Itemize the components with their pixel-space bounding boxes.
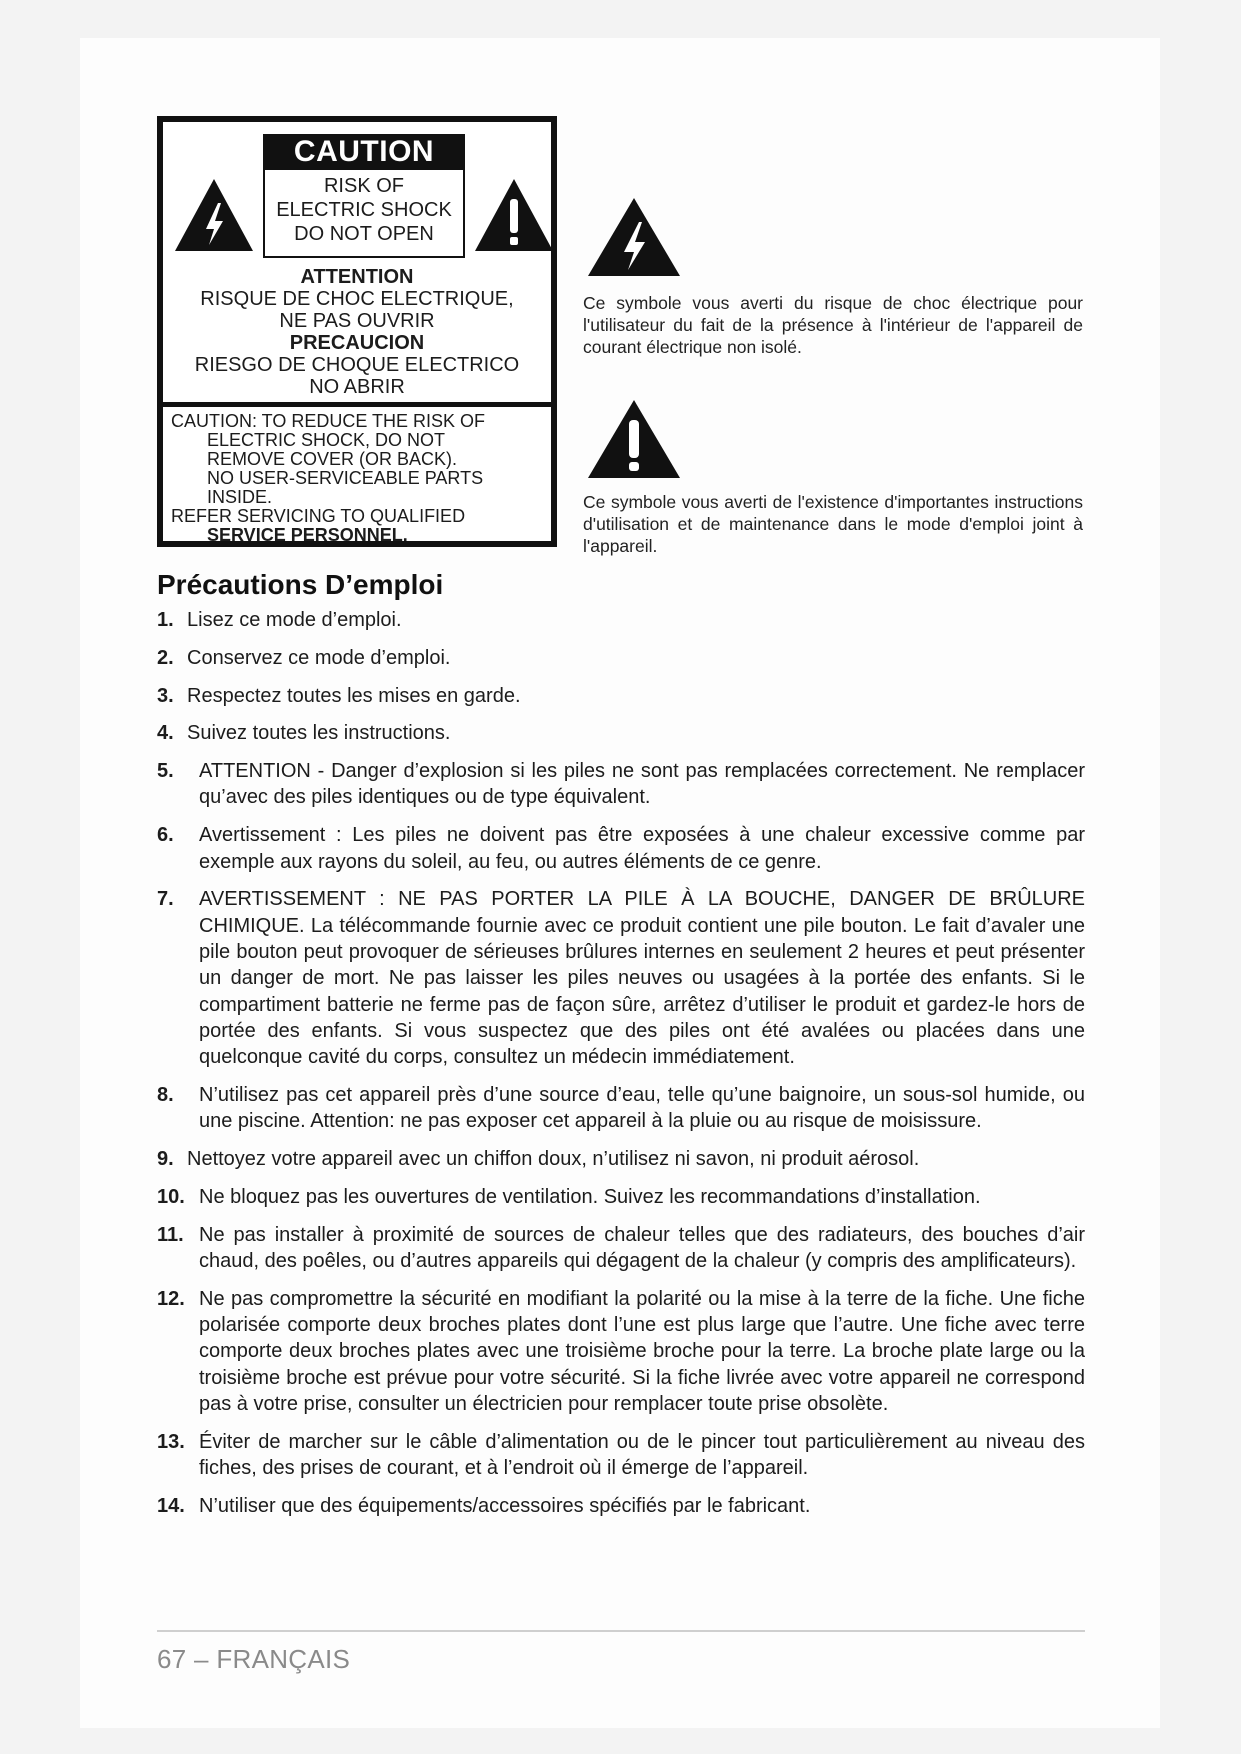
list-item (157, 822, 1085, 875)
lightning-symbol-description (583, 292, 1083, 358)
exclamation-symbol-description (583, 491, 1083, 557)
precautions-list (157, 607, 1085, 1531)
risk-line: DO NOT OPEN (294, 223, 434, 245)
item-number: 1. (157, 609, 174, 631)
lightning-description-text: Ce symbole vous averti du risque de choc électrique pour l'utilisateur du fait de la présence à l'intérieur de l'appareil de courant électrique non isolé. (583, 293, 1083, 357)
item-text: ATTENTION - Danger d’explosion si les piles ne sont pas remplacées correctement. Ne remplacer qu’avec des piles identiques ou de type équivalent. (199, 760, 1085, 809)
caution-top-section (163, 122, 551, 406)
precaucion-block (163, 332, 551, 398)
caution-line: NO USER-SERVICEABLE PARTS (207, 468, 484, 488)
item-text: Ne bloquez pas les ouvertures de ventilation. Suivez les recommandations d’installation. (199, 1185, 981, 1208)
list-item (157, 1184, 1085, 1210)
caution-line: REMOVE COVER (OR BACK). (207, 449, 458, 469)
item-number: 13. (157, 1430, 185, 1453)
caution-line: CAUTION: TO REDUCE THE RISK OF (171, 411, 486, 431)
item-number: 7. (157, 888, 174, 911)
attention-block (163, 266, 551, 332)
item-text: Suivez toutes les instructions. (187, 722, 451, 745)
item-number: 4. (157, 722, 174, 745)
list-item (157, 1082, 1085, 1135)
list-item (157, 607, 1085, 633)
footer-divider (157, 1630, 1085, 1632)
caution-line: ELECTRIC SHOCK, DO NOT (207, 430, 446, 450)
attention-line: RISQUE DE CHOC ELECTRIQUE, (200, 288, 514, 310)
caution-divider (163, 402, 551, 407)
item-text: Lisez ce mode d’emploi. (187, 609, 402, 631)
attention-line: NE PAS OUVRIR (279, 310, 435, 332)
exclamation-symbol-icon (586, 398, 682, 480)
caution-instructions (171, 412, 551, 545)
list-item (157, 886, 1085, 1070)
item-number: 5. (157, 760, 174, 783)
lightning-warning-icon (173, 177, 255, 253)
item-text: Avertissement : Les piles ne doivent pas être exposées à une chaleur excessive comme par exemple aux rayons du soleil, au feu, ou autres éléments de ce genre. (199, 824, 1085, 873)
list-item (157, 1429, 1085, 1482)
item-text: N’utiliser que des équipements/accessoires spécifiés par le fabricant. (199, 1494, 811, 1517)
precaucion-line: RIESGO DE CHOQUE ELECTRICO (194, 354, 520, 376)
caution-title: CAUTION (263, 134, 465, 170)
risk-of-shock-text (263, 170, 465, 258)
list-item (157, 683, 1085, 709)
attention-title: ATTENTION (300, 266, 414, 288)
item-text: Ne pas compromettre la sécurité en modifiant la polarité ou la mise à la terre de la fiche. Une fiche polarisée comporte deux broches plates dont l’une est plus large que l’autre. Une fiche avec terre comporte deux broches plates avec une troisième broche pour la terre. La broche plate large ou la troisième broche est prévue pour votre sécurité. Si la fiche livrée avec votre appareil ne correspond pas à votre prise, consulter un électricien pour remplacer toute prise obsolète. (199, 1287, 1085, 1415)
item-number: 2. (157, 646, 174, 669)
item-number: 11. (157, 1223, 184, 1246)
precaucion-line: NO ABRIR (309, 376, 405, 398)
page-footer: 67 – FRANÇAIS (157, 1644, 351, 1674)
item-number: 6. (157, 824, 174, 847)
item-text: AVERTISSEMENT : NE PAS PORTER LA PILE À LA BOUCHE, DANGER DE BRÛLURE CHIMIQUE. La télécommande fournie avec ce produit contient une pile bouton. Le fait d’avaler une pile bouton peut provoquer de sérieuses brûlures internes en seulement 2 heures et peut présenter un danger de mort. Ne pas laisser les piles neuves ou usagées à la portée des enfants. Si le compartiment batterie ne ferme pas de façon sûre, arrêtez d’utiliser le produit et gardez-le hors de portée des enfants. Si vous suspectez que des piles ont été avalées ou placées dans une quelconque cavité du corps, consultez un médecin immédiatement. (199, 888, 1085, 1069)
exclamation-description-text: Ce symbole vous averti de l'existence d'importantes instructions d'utilisation et de maintenance dans le mode d'emploi joint à l'appareil. (583, 492, 1083, 556)
caution-line: SERVICE PERSONNEL. (207, 525, 408, 545)
item-number: 12. (157, 1287, 185, 1310)
list-item (157, 645, 1085, 671)
list-item (157, 1286, 1085, 1417)
item-number: 9. (157, 1148, 174, 1171)
caution-line: REFER SERVICING TO QUALIFIED (171, 506, 466, 526)
lightning-symbol-icon (586, 196, 682, 278)
item-text: Éviter de marcher sur le câble d’alimentation ou de le pincer tout particulièrement au niveau des fiches, des prises de courant, et à l’endroit où il émerge de l’appareil. (199, 1430, 1085, 1480)
item-number: 8. (157, 1083, 174, 1106)
exclamation-warning-icon (473, 177, 555, 253)
item-text: Ne pas installer à proximité de sources de chaleur telles que des radiateurs, des bouches d’air chaud, des poêles, ou d’autres appareils qui dégagent de la chaleur (y compris des amplificateurs). (199, 1223, 1085, 1272)
caution-line: INSIDE. (207, 487, 273, 507)
item-text: Respectez toutes les mises en garde. (187, 684, 521, 707)
list-item (157, 1146, 1085, 1172)
section-title: Précautions D’emploi (157, 569, 444, 600)
item-text: Conservez ce mode d’emploi. (187, 646, 451, 669)
item-text: N’utilisez pas cet appareil près d’une source d’eau, telle qu’une baignoire, un sous-sol humide, ou une piscine. Attention: ne pas exposer cet appareil à la pluie ou au risque de moisissure. (199, 1083, 1085, 1133)
list-item (157, 1222, 1085, 1275)
list-item (157, 720, 1085, 746)
list-item (157, 758, 1085, 811)
precaucion-title: PRECAUCION (289, 332, 425, 354)
risk-line: RISK OF (323, 175, 404, 197)
risk-line: ELECTRIC SHOCK (276, 199, 452, 221)
item-number: 3. (157, 684, 174, 707)
item-text: Nettoyez votre appareil avec un chiffon doux, n’utilisez ni savon, ni produit aérosol. (187, 1148, 920, 1171)
item-number: 10. (157, 1185, 185, 1208)
item-number: 14. (157, 1494, 185, 1517)
caution-label-box (157, 116, 557, 547)
list-item (157, 1493, 1085, 1519)
